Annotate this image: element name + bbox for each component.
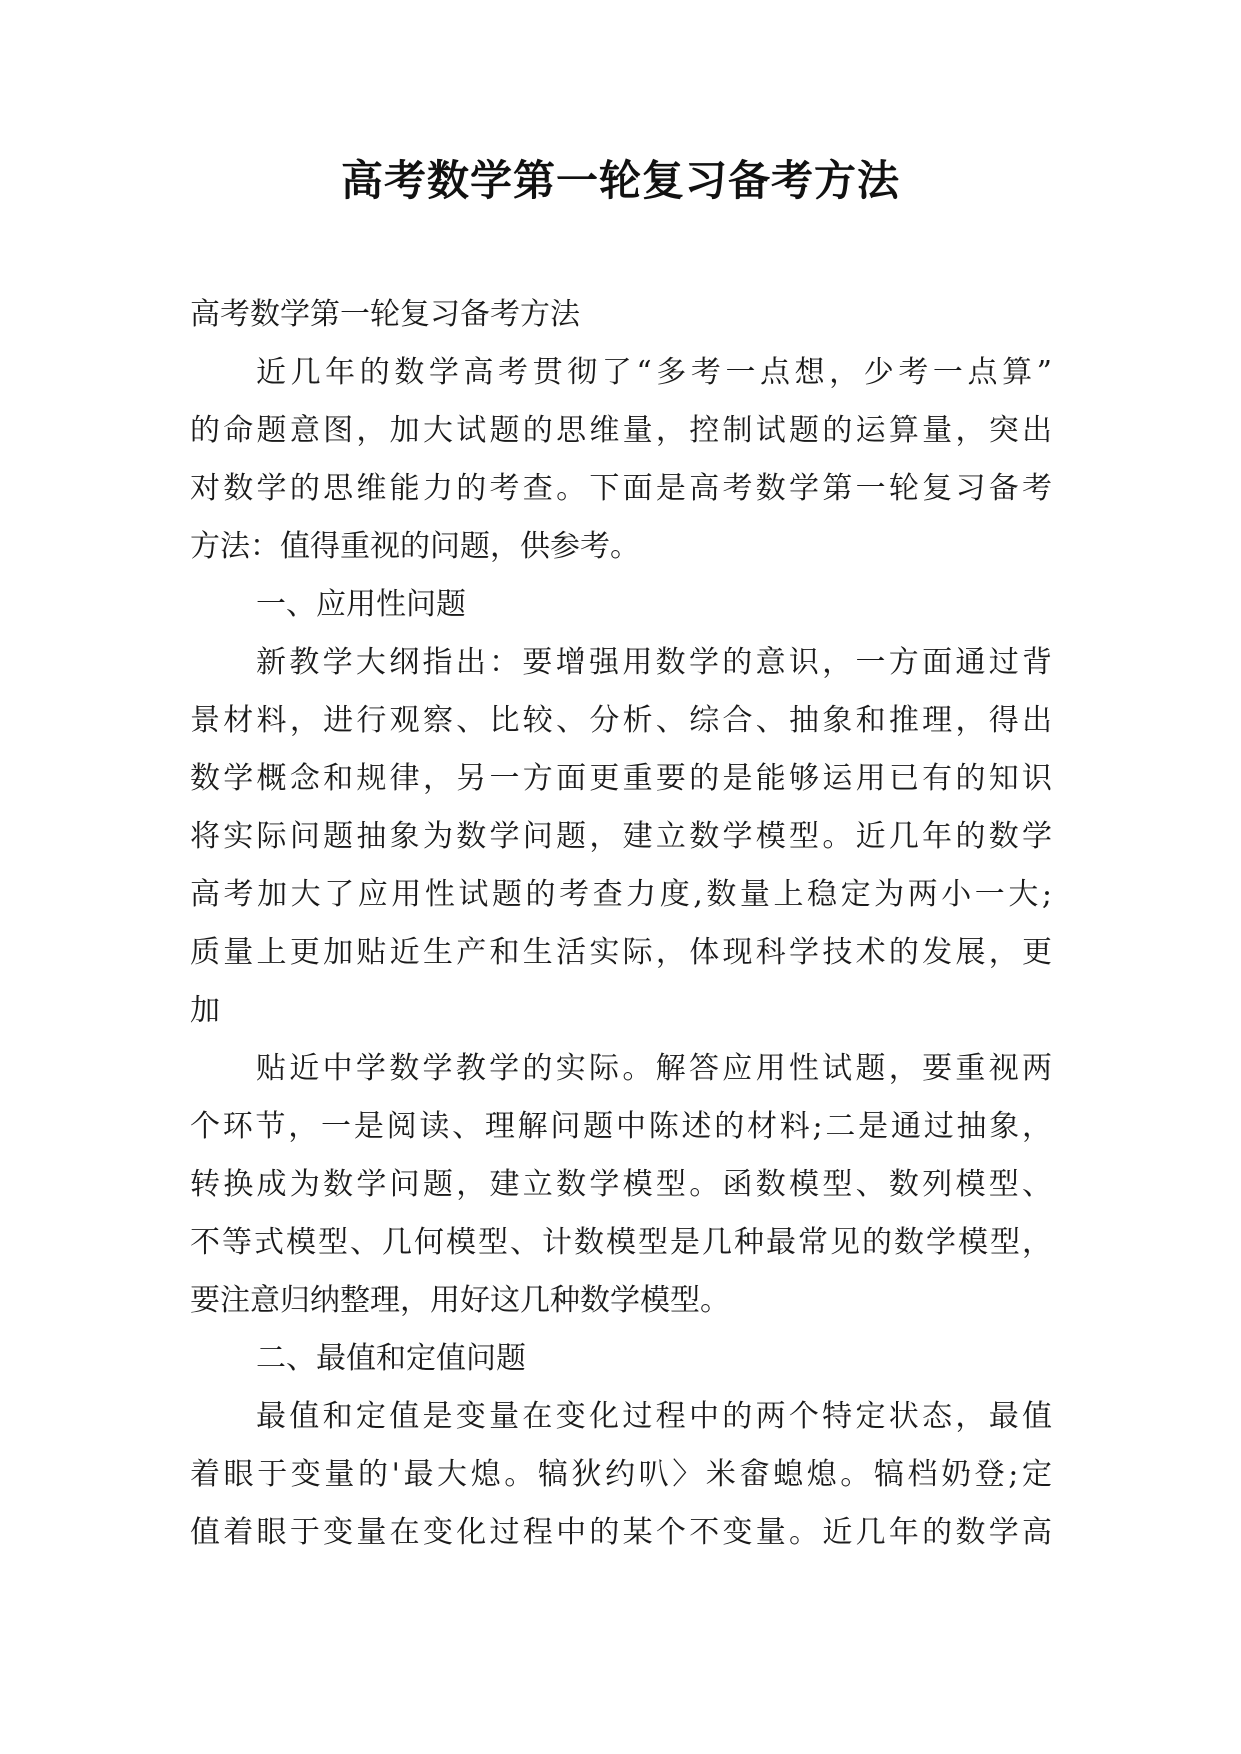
section-heading-2: 二、最值和定值问题 xyxy=(256,1341,526,1376)
body-line-heading: 高考数学第一轮复习备考方法 xyxy=(190,297,580,332)
section-heading-1: 一、应用性问题 xyxy=(256,587,466,622)
paragraph-1-line-5: 高考加大了应用性试题的考查力度,数量上稳定为两小一大; xyxy=(190,877,1052,912)
paragraph-intro-line-3: 对数学的思维能力的考查。下面是高考数学第一轮复习备考 xyxy=(190,471,1052,506)
paragraph-3-line-3: 值着眼于变量在变化过程中的某个不变量。近几年的数学高 xyxy=(190,1515,1052,1550)
paragraph-1-line-4: 将实际问题抽象为数学问题，建立数学模型。近几年的数学 xyxy=(190,819,1052,854)
paragraph-2-line-4: 不等式模型、几何模型、计数模型是几种最常见的数学模型， xyxy=(190,1225,1052,1260)
paragraph-1-line-1: 新教学大纲指出：要增强用数学的意识，一方面通过背 xyxy=(256,645,1052,680)
paragraph-2-line-1: 贴近中学数学教学的实际。解答应用性试题，要重视两 xyxy=(256,1051,1052,1086)
paragraph-intro-line-1: 近几年的数学高考贯彻了“多考一点想，少考一点算” xyxy=(256,355,1052,390)
document-body xyxy=(190,286,1052,1562)
paragraph-intro-line-4: 方法：值得重视的问题，供参考。 xyxy=(190,529,640,564)
document-title: 高考数学第一轮复习备考方法 xyxy=(340,156,900,205)
paragraph-1-line-7: 加 xyxy=(190,993,220,1028)
paragraph-2-line-5: 要注意归纳整理，用好这几种数学模型。 xyxy=(190,1283,730,1318)
paragraph-3-line-1: 最值和定值是变量在变化过程中的两个特定状态，最值 xyxy=(256,1399,1052,1434)
paragraph-1-line-2: 景材料，进行观察、比较、分析、综合、抽象和推理，得出 xyxy=(190,703,1052,738)
paragraph-2-line-2: 个环节，一是阅读、理解问题中陈述的材料;二是通过抽象， xyxy=(190,1109,1052,1144)
paragraph-3-line-2: 着眼于变量的'最大熄。犒狄约叭〉米畲螅熄。犒档奶登;定 xyxy=(190,1457,1052,1492)
paragraph-1-line-6: 质量上更加贴近生产和生活实际，体现科学技术的发展，更 xyxy=(190,935,1052,970)
paragraph-2-line-3: 转换成为数学问题，建立数学模型。函数模型、数列模型、 xyxy=(190,1167,1052,1202)
paragraph-1-line-3: 数学概念和规律，另一方面更重要的是能够运用已有的知识 xyxy=(190,761,1052,796)
paragraph-intro-line-2: 的命题意图，加大试题的思维量，控制试题的运算量，突出 xyxy=(190,413,1052,448)
